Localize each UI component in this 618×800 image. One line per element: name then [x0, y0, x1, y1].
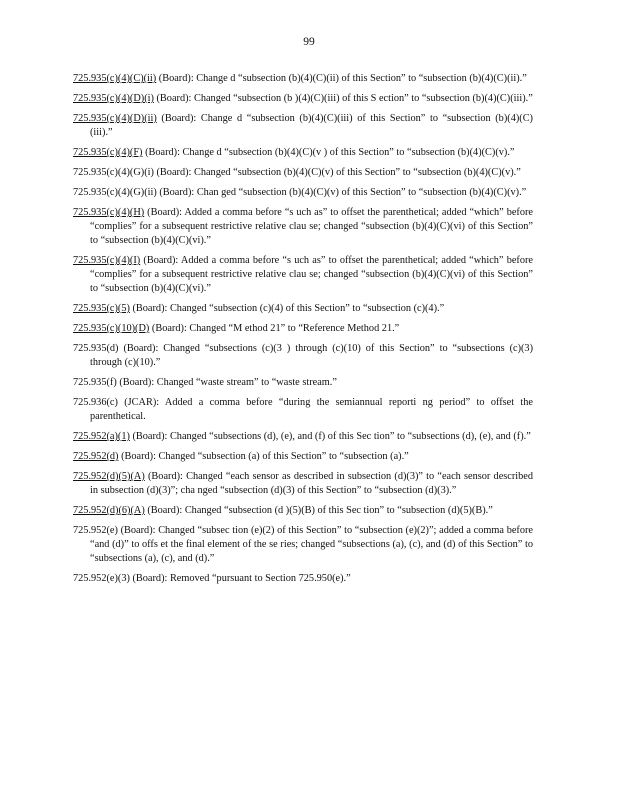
amendment-entry [73, 322, 533, 336]
section-citation: 725.952(d) [73, 451, 119, 462]
amendment-text: (Board): Changed “subsection (c)(4) of this Section” to “subsection (c)(4).” [132, 303, 445, 314]
section-citation: 725.952(a)(1) [73, 431, 130, 442]
section-citation: 725.935(f) [73, 377, 117, 388]
amendment-entry [73, 450, 533, 464]
amendment-text: (Board): Change d “subsection (b)(4)(C)(ii) of this Section” to “subsection (b)(4)(C)(ii).” [158, 73, 527, 84]
amendment-entry [73, 112, 533, 140]
amendment-entry [73, 166, 533, 180]
amendment-list [73, 72, 533, 592]
amendment-entry [73, 206, 533, 248]
amendment-entry [73, 470, 533, 498]
amendment-entry [73, 302, 533, 316]
amendment-entry [73, 186, 533, 200]
section-citation: 725.935(c)(4)(D)(ii) [73, 113, 157, 124]
section-citation: 725.935(c)(4)(I) [73, 255, 141, 266]
amendment-text: (Board): Changed “subsection (b )(4)(C)(iii) of this S ection” to “subsection (b)(4)(C)(iii).” [156, 93, 533, 104]
section-citation: 725.952(e)(3) [73, 573, 130, 584]
amendment-text: (Board): Changed “M ethod 21” to “Reference Method 21.” [151, 323, 400, 334]
amendment-entry [73, 396, 533, 424]
section-citation: 725.936(c) [73, 397, 118, 408]
amendment-entry [73, 572, 533, 586]
amendment-entry [73, 92, 533, 106]
amendment-text: (Board): Changed “each sensor as described in subsection (d)(3)” to “each sensor described in subsection (d)(3)”; cha nged “subsection (d)(3) of this Section” to “subsection (d)(3).” [90, 471, 533, 496]
amendment-text: (Board): Added a comma before “s uch as” to offset the parenthetical; added “which” before “complies” for a subsequent restrictive relative clau se; changed “subsection (b)(4)(C)(vi) of this Section” to “subsection (b)(4)(C)(vi).” [90, 255, 533, 294]
amendment-entry [73, 342, 533, 370]
amendment-text: (Board): Changed “subsection (a) of this Section” to “subsection (a).” [121, 451, 409, 462]
amendment-text: (Board): Removed “pursuant to Section 725.950(e).” [132, 573, 351, 584]
amendment-entry [73, 72, 533, 86]
section-citation: 725.935(c)(4)(C)(ii) [73, 73, 157, 84]
amendment-entry [73, 504, 533, 518]
amendment-entry [73, 254, 533, 296]
amendment-text: (Board): Chan ged “subsection (b)(4)(C)(v) of this Section” to “subsection (b)(4)(C)(v).” [159, 187, 527, 198]
amendment-entry [73, 376, 533, 390]
section-citation: 725.935(c)(4)(G)(ii) [73, 187, 157, 198]
section-citation: 725.935(d) [73, 343, 119, 354]
amendment-entry [73, 146, 533, 160]
amendment-text: (Board): Change d “subsection (b)(4)(C)(v ) of this Section” to “subsection (b)(4)(C)(v).” [145, 147, 515, 158]
section-citation: 725.935(c)(5) [73, 303, 130, 314]
amendment-text: (Board): Added a comma before “s uch as” to offset the parenthetical; added “which” before “complies” for a subsequent restrictive relative clau se; changed “subsection (b)(4)(C)(vi) of this Section” to “subsection (b)(4)(C)(vi).” [90, 207, 533, 246]
amendment-text: (Board): Changed “subsections (c)(3 ) through (c)(10) of this Section” to “subsections (c)(3) through (c)(10).” [90, 343, 534, 368]
section-citation: 725.952(d)(5)(A) [73, 471, 145, 482]
amendment-text: (JCAR): Added a comma before “during the semiannual reporti ng period” to offset the parenthetical. [90, 397, 534, 422]
amendment-entry [73, 430, 533, 444]
amendment-text: (Board): Changed “subsec tion (e)(2) of this Section” to “subsection (e)(2)”; added a comma before “and (d)” to offs et the final element of the se ries; changed “subsections (a), (c), and (d) of this Section” to “subsections (a), (c), and (d).” [90, 525, 533, 564]
section-citation: 725.952(d)(6)(A) [73, 505, 145, 516]
section-citation: 725.935(c)(10)(D) [73, 323, 150, 334]
section-citation: 725.935(c)(4)(D)(i) [73, 93, 154, 104]
section-citation: 725.935(c)(4)(G)(i) [73, 167, 154, 178]
section-citation: 725.952(e) [73, 525, 118, 536]
section-citation: 725.935(c)(4)(F) [73, 147, 143, 158]
amendment-entry [73, 524, 533, 566]
amendment-text: (Board): Change d “subsection (b)(4)(C)(iii) of this Section” to “subsection (b)(4)(C)(iii).” [90, 113, 533, 138]
amendment-text: (Board): Changed “waste stream” to “waste stream.” [119, 377, 337, 388]
section-citation: 725.935(c)(4)(H) [73, 207, 145, 218]
amendment-text: (Board): Changed “subsection (b)(4)(C)(v) of this Section” to “subsection (b)(4)(C)(v).” [156, 167, 521, 178]
page-number: 99 [303, 36, 315, 48]
amendment-text: (Board): Changed “subsections (d), (e), and (f) of this Sec tion” to “subsections (d), (e), and (f).” [132, 431, 531, 442]
amendment-text: (Board): Changed “subsection (d )(5)(B) of this Sec tion” to “subsection (d)(5)(B).” [147, 505, 493, 516]
